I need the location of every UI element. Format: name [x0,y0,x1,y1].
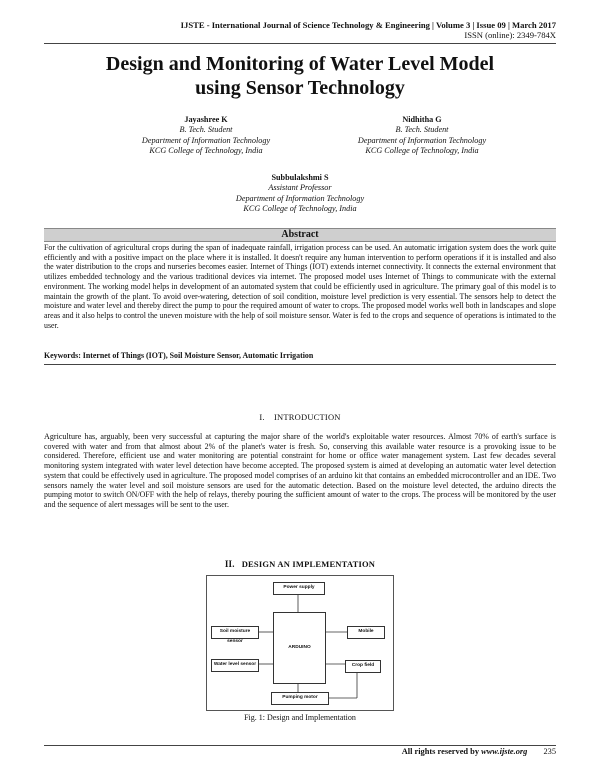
section-heading-introduction [0,412,600,422]
design-figure [206,575,394,711]
section-number: I. [259,412,265,422]
water-level-sensor-box: Water level sensor [211,659,259,672]
keywords: Keywords: Internet of Things (IOT), Soil Moisture Sensor, Automatic Irrigation [44,351,314,360]
introduction-lead: Agriculture has, arguably, been very successful at capturing the major share of the world's exploitable water resources. [44,432,446,441]
soil-moisture-sensor-box: Soil moisture sensor [211,626,259,639]
title-line-1: Design and Monitoring of Water Level Model [105,53,495,75]
page-number: 235 [543,747,556,756]
author-name: Nidhitha G [402,115,442,124]
author-dept: Department of Information Technology [357,135,487,145]
author-dept: Department of Information Technology [141,135,271,145]
pumping-motor-box: Pumping motor [271,692,329,705]
author-name: Subbulakshmi S [271,173,329,182]
footer-site-link[interactable]: www.ijste.org [481,747,528,756]
section-title: DESIGN AN IMPLEMENTATION [241,559,376,569]
title-line-2: using Sensor Technology [195,77,405,99]
footer-rights: All rights reserved by [401,747,480,756]
introduction-text [44,432,556,510]
abstract-heading: Abstract [44,228,556,242]
author-inst: KCG College of Technology, India [149,146,263,156]
author-1 [106,115,306,157]
author-role: B. Tech. Student [395,125,449,135]
introduction-body: Almost 70% of earth's surface is covered with water and from that almost about 2% of the planet's water is fresh. So, conserving this available water resource is a provoking issue to be considered. Therefore, efficient use and water monitoring are potential constraint for home or office water management system. Last few decades several monitoring system integrated with water level detection have become accepted. The proposed system is aimed at developing an automatic water level detection system that could be effectively used in agriculture. The proposed model comprises of an arduino kit that contains an embedded microcontroller and an IDE. Two sensors namely the water level and soil moisture sensors are used for the automatic detection. Based on the moisture level detected, the arduino directs the pumping motor to switch ON/OFF with the help of relays, thereby pouring the sufficient amount of water to the crops. The process will be monitored by the user and the sequence of alert messages will be sent to the user. [44,432,556,509]
section-heading-design [0,559,600,569]
section-title: INTRODUCTION [274,412,341,422]
page-footer [402,747,556,756]
footer-rule [44,745,556,746]
section-number: II. [224,559,235,569]
power-supply-box: Power supply [273,582,325,595]
abstract-text [44,243,556,330]
paper-title [0,52,600,100]
abstract-body: For the cultivation of agricultural crops during the span of inadequate rainfall, irrigation process can be used. An automatic irrigation system does the work quite efficiently and with a positive impact on the place where it is installed. It doesn't require any human intervention to perform operations if it is installed and also the water distribution to the crops and nurseries becomes easier. Internet of Things (IOT) extends internet connectivity. It connects the external environment that utilizes embedded technology and the various traditional devices via internet. The proposed model uses Internet of Things to communicate with the external environment. The working model helps in development of an automated system that could be efficiently used in agriculture. The primary goal of this model is to maintain the growth of the plant. To avoid over-watering, detection of soil condition, moisture level prediction is very essential. The sensors help to detect the moisture and water level and thereby direct the pump to pour the required amount of water to crops. The proposed model works well both in landscapes and slope areas and it also helps to control the uneven moisture with the help of soil moisture sensor. Water is fed to the crops and sequence of operations is intimated to the user. [44,243,556,330]
author-inst: KCG College of Technology, India [243,204,357,214]
arduino-box: ARDUINO [273,612,326,684]
crop-field-box: Crop field [345,660,381,673]
author-dept: Department of Information Technology [235,193,365,203]
author-3 [200,173,400,215]
figure-caption: Fig. 1: Design and Implementation [244,713,356,722]
issn-line: ISSN (online): 2349-784X [464,30,556,40]
keywords-rule [44,364,556,365]
author-name: Jayashree K [184,115,228,124]
author-role: Assistant Professor [268,183,332,193]
header-rule [44,43,556,44]
author-inst: KCG College of Technology, India [365,146,479,156]
journal-line: IJSTE - International Journal of Science Technology & Engineering | Volume 3 | Issue 09 | March 2017 [180,20,556,30]
mobile-box: Mobile [347,626,385,639]
author-2 [322,115,522,157]
journal-header [181,20,556,40]
author-role: B. Tech. Student [179,125,233,135]
